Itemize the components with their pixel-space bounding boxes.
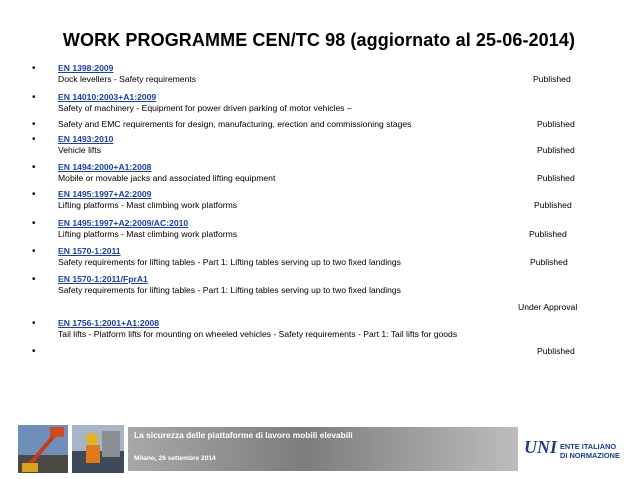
standard-link[interactable]: EN 1398:2009	[58, 63, 114, 73]
standard-link[interactable]: EN 1570-1:2011/FprA1	[58, 274, 148, 284]
standard-link[interactable]: EN 14010:2003+A1:2009	[58, 92, 157, 102]
status-text: Published	[537, 346, 575, 356]
status-text: Published	[529, 229, 567, 239]
item-description: Safety and EMC requirements for design, manufacturing, erection and commissioning stages	[58, 119, 412, 129]
status-text: Published	[537, 145, 575, 155]
standard-link[interactable]: EN 1495:1997+A2:2009	[58, 189, 152, 199]
bullet: •	[32, 274, 36, 285]
bullet: •	[32, 218, 36, 229]
item-description: Safety requirements for lifting tables - Part 1: Lifting tables serving up to two fixed landings	[58, 257, 401, 267]
banner-date: Milano, 26 settembre 2014	[134, 455, 216, 462]
crane-photo	[18, 425, 68, 473]
item-description: Tail lifts - Platform lifts for mounting on wheeled vehicles - Safety requirements - Part 1: Tail lifts for goods	[58, 329, 458, 339]
standard-link[interactable]: EN 1494:2000+A1:2008	[58, 162, 152, 172]
bullet: •	[32, 318, 36, 329]
bullet: •	[32, 92, 36, 103]
item-description: Lifting platforms - Mast climbing work platforms	[58, 229, 238, 239]
status-text: Published	[537, 119, 575, 129]
banner-title: La sicurezza delle piattaforme di lavoro mobili elevabili	[134, 430, 353, 440]
status-text: Published	[537, 173, 575, 183]
item-description: Lifting platforms - Mast climbing work platforms	[58, 200, 238, 210]
standard-link[interactable]: EN 1756-1:2001+A1:2008	[58, 318, 160, 328]
uni-logo-line-2: DI NORMAZIONE	[560, 451, 620, 460]
standard-link[interactable]: EN 1495:1997+A2:2009/AC:2010	[58, 218, 189, 228]
standard-link[interactable]: EN 1570-1:2011	[58, 246, 121, 256]
item-description: Safety requirements for lifting tables - Part 1: Lifting tables serving up to two fixed landings	[58, 285, 401, 295]
item-description: Vehicle lifts	[58, 145, 101, 155]
status-text: Under Approval	[518, 302, 578, 312]
uni-logo-text	[560, 442, 620, 460]
bullet: •	[32, 63, 36, 74]
bullet: •	[32, 162, 36, 173]
standard-link[interactable]: EN 1493:2010	[58, 134, 114, 144]
item-description: Dock levellers - Safety requirements	[58, 74, 197, 84]
footer-banner	[18, 419, 628, 475]
bullet: •	[32, 189, 36, 200]
item-description: Safety of machinery - Equipment for power driven parking of motor vehicles –	[58, 103, 352, 113]
bullet: •	[32, 134, 36, 145]
page-title: WORK PROGRAMME CEN/TC 98 (aggiornato al 25-06-2014)	[62, 30, 576, 50]
bullet: •	[32, 119, 36, 130]
item-description: Mobile or movable jacks and associated lifting equipment	[58, 173, 276, 183]
status-text: Published	[533, 74, 571, 84]
uni-logo-mark: UNI	[524, 437, 558, 457]
worker-photo	[72, 425, 124, 473]
status-text: Published	[534, 200, 572, 210]
uni-logo	[520, 427, 628, 471]
bullet: •	[32, 246, 36, 257]
uni-logo-line-1: ENTE ITALIANO	[560, 442, 617, 451]
bullet: •	[32, 346, 36, 357]
status-text: Published	[530, 257, 568, 267]
